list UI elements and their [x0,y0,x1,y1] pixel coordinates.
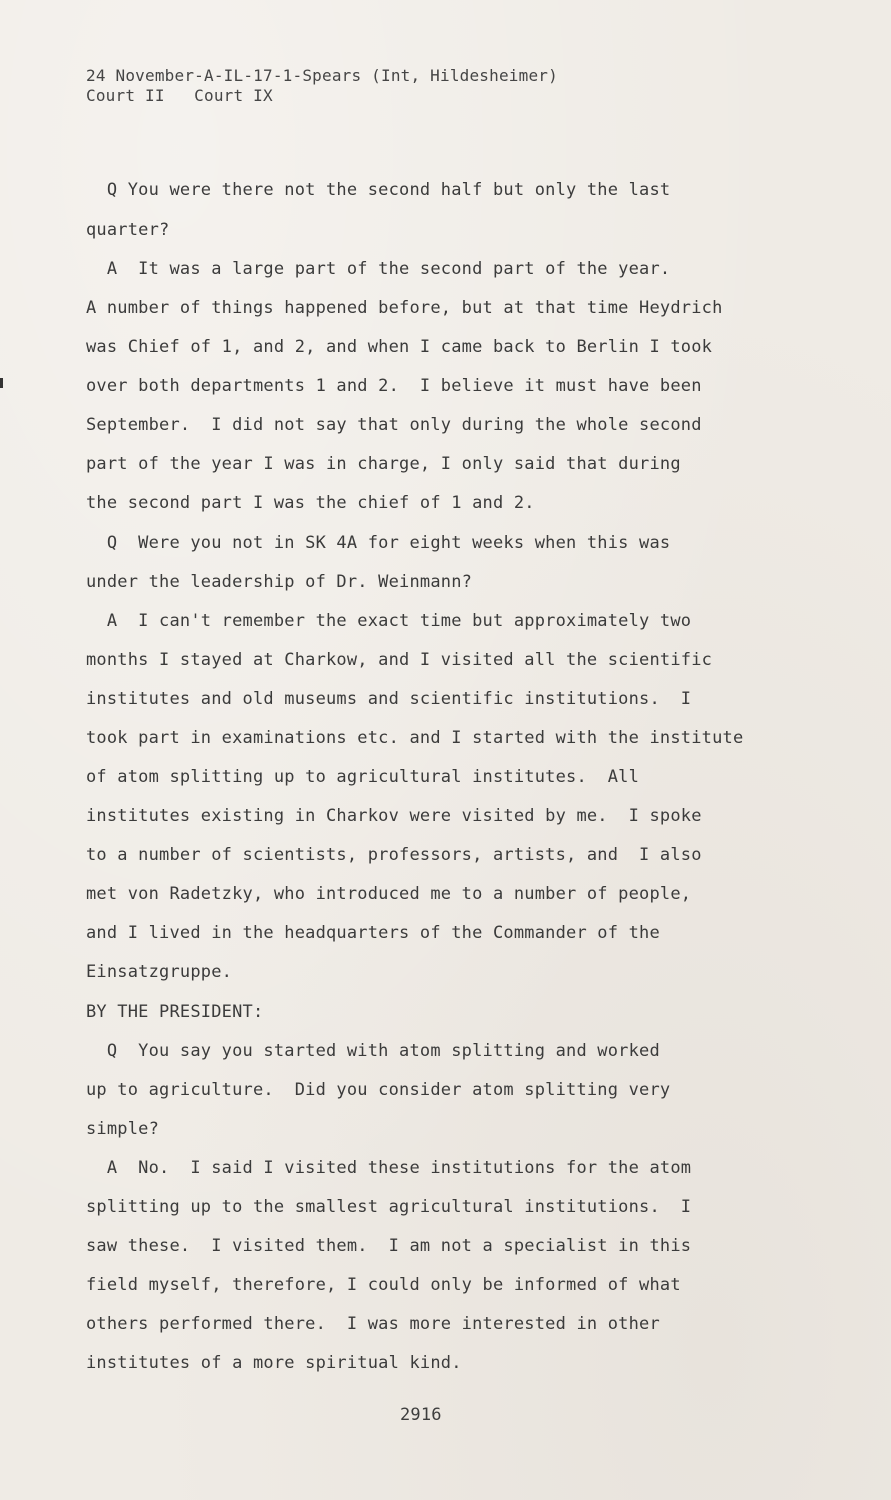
body-line: took part in examinations etc. and I started with the institute [86,728,744,748]
body-line: institutes of a more spiritual kind. [86,1353,462,1373]
body-line: Q You were there not the second half but only the last [86,180,671,200]
body-line: met von Radetzky, who introduced me to a number of people, [86,884,692,904]
body-line: under the leadership of Dr. Weinmann? [86,572,473,592]
header-line-2: Court II Court IX [86,86,273,105]
body-line: A number of things happened before, but at that time Heydrich [86,298,723,318]
body-line: Q You say you started with atom splitting and worked [86,1041,660,1061]
body-line: up to agriculture. Did you consider atom splitting very [86,1080,671,1100]
body-line: of atom splitting up to agricultural institutes. All [86,767,640,787]
body-line: and I lived in the headquarters of the Commander of the [86,923,660,943]
body-line: was Chief of 1, and 2, and when I came back to Berlin I took [86,337,713,357]
body-line: splitting up to the smallest agricultural institutions. I [86,1197,692,1217]
body-line: simple? [86,1119,160,1139]
body-line: saw these. I visited them. I am not a specialist in this [86,1236,692,1256]
body-line: others performed there. I was more interested in other [86,1314,660,1334]
body-line: institutes existing in Charkov were visited by me. I spoke [86,806,702,826]
body-line: part of the year I was in charge, I only said that during [86,454,681,474]
header-line-1: 24 November-A-IL-17-1-Spears (Int, Hildesheimer) [86,66,558,85]
body-line: Einsatzgruppe. [86,962,233,982]
body-line: A No. I said I visited these institutions for the atom [86,1158,692,1178]
body-line: Q Were you not in SK 4A for eight weeks when this was [86,533,671,553]
speaker-heading: BY THE PRESIDENT: [86,1002,264,1022]
body-line: months I stayed at Charkow, and I visited all the scientific [86,650,713,670]
body-line: over both departments 1 and 2. I believe it must have been [86,376,702,396]
body-line: September. I did not say that only during the whole second [86,415,702,435]
body-line: A I can't remember the exact time but approximately two [86,611,692,631]
page-number: 2916 [400,1405,442,1425]
body-line: institutes and old museums and scientific institutions. I [86,689,692,709]
body-line: the second part I was the chief of 1 and 2. [86,493,535,513]
margin-mark [0,378,3,388]
body-line: to a number of scientists, professors, artists, and I also [86,845,702,865]
body-line: field myself, therefore, I could only be informed of what [86,1275,681,1295]
body-line: quarter? [86,220,170,240]
body-line: A It was a large part of the second part of the year. [86,259,671,279]
